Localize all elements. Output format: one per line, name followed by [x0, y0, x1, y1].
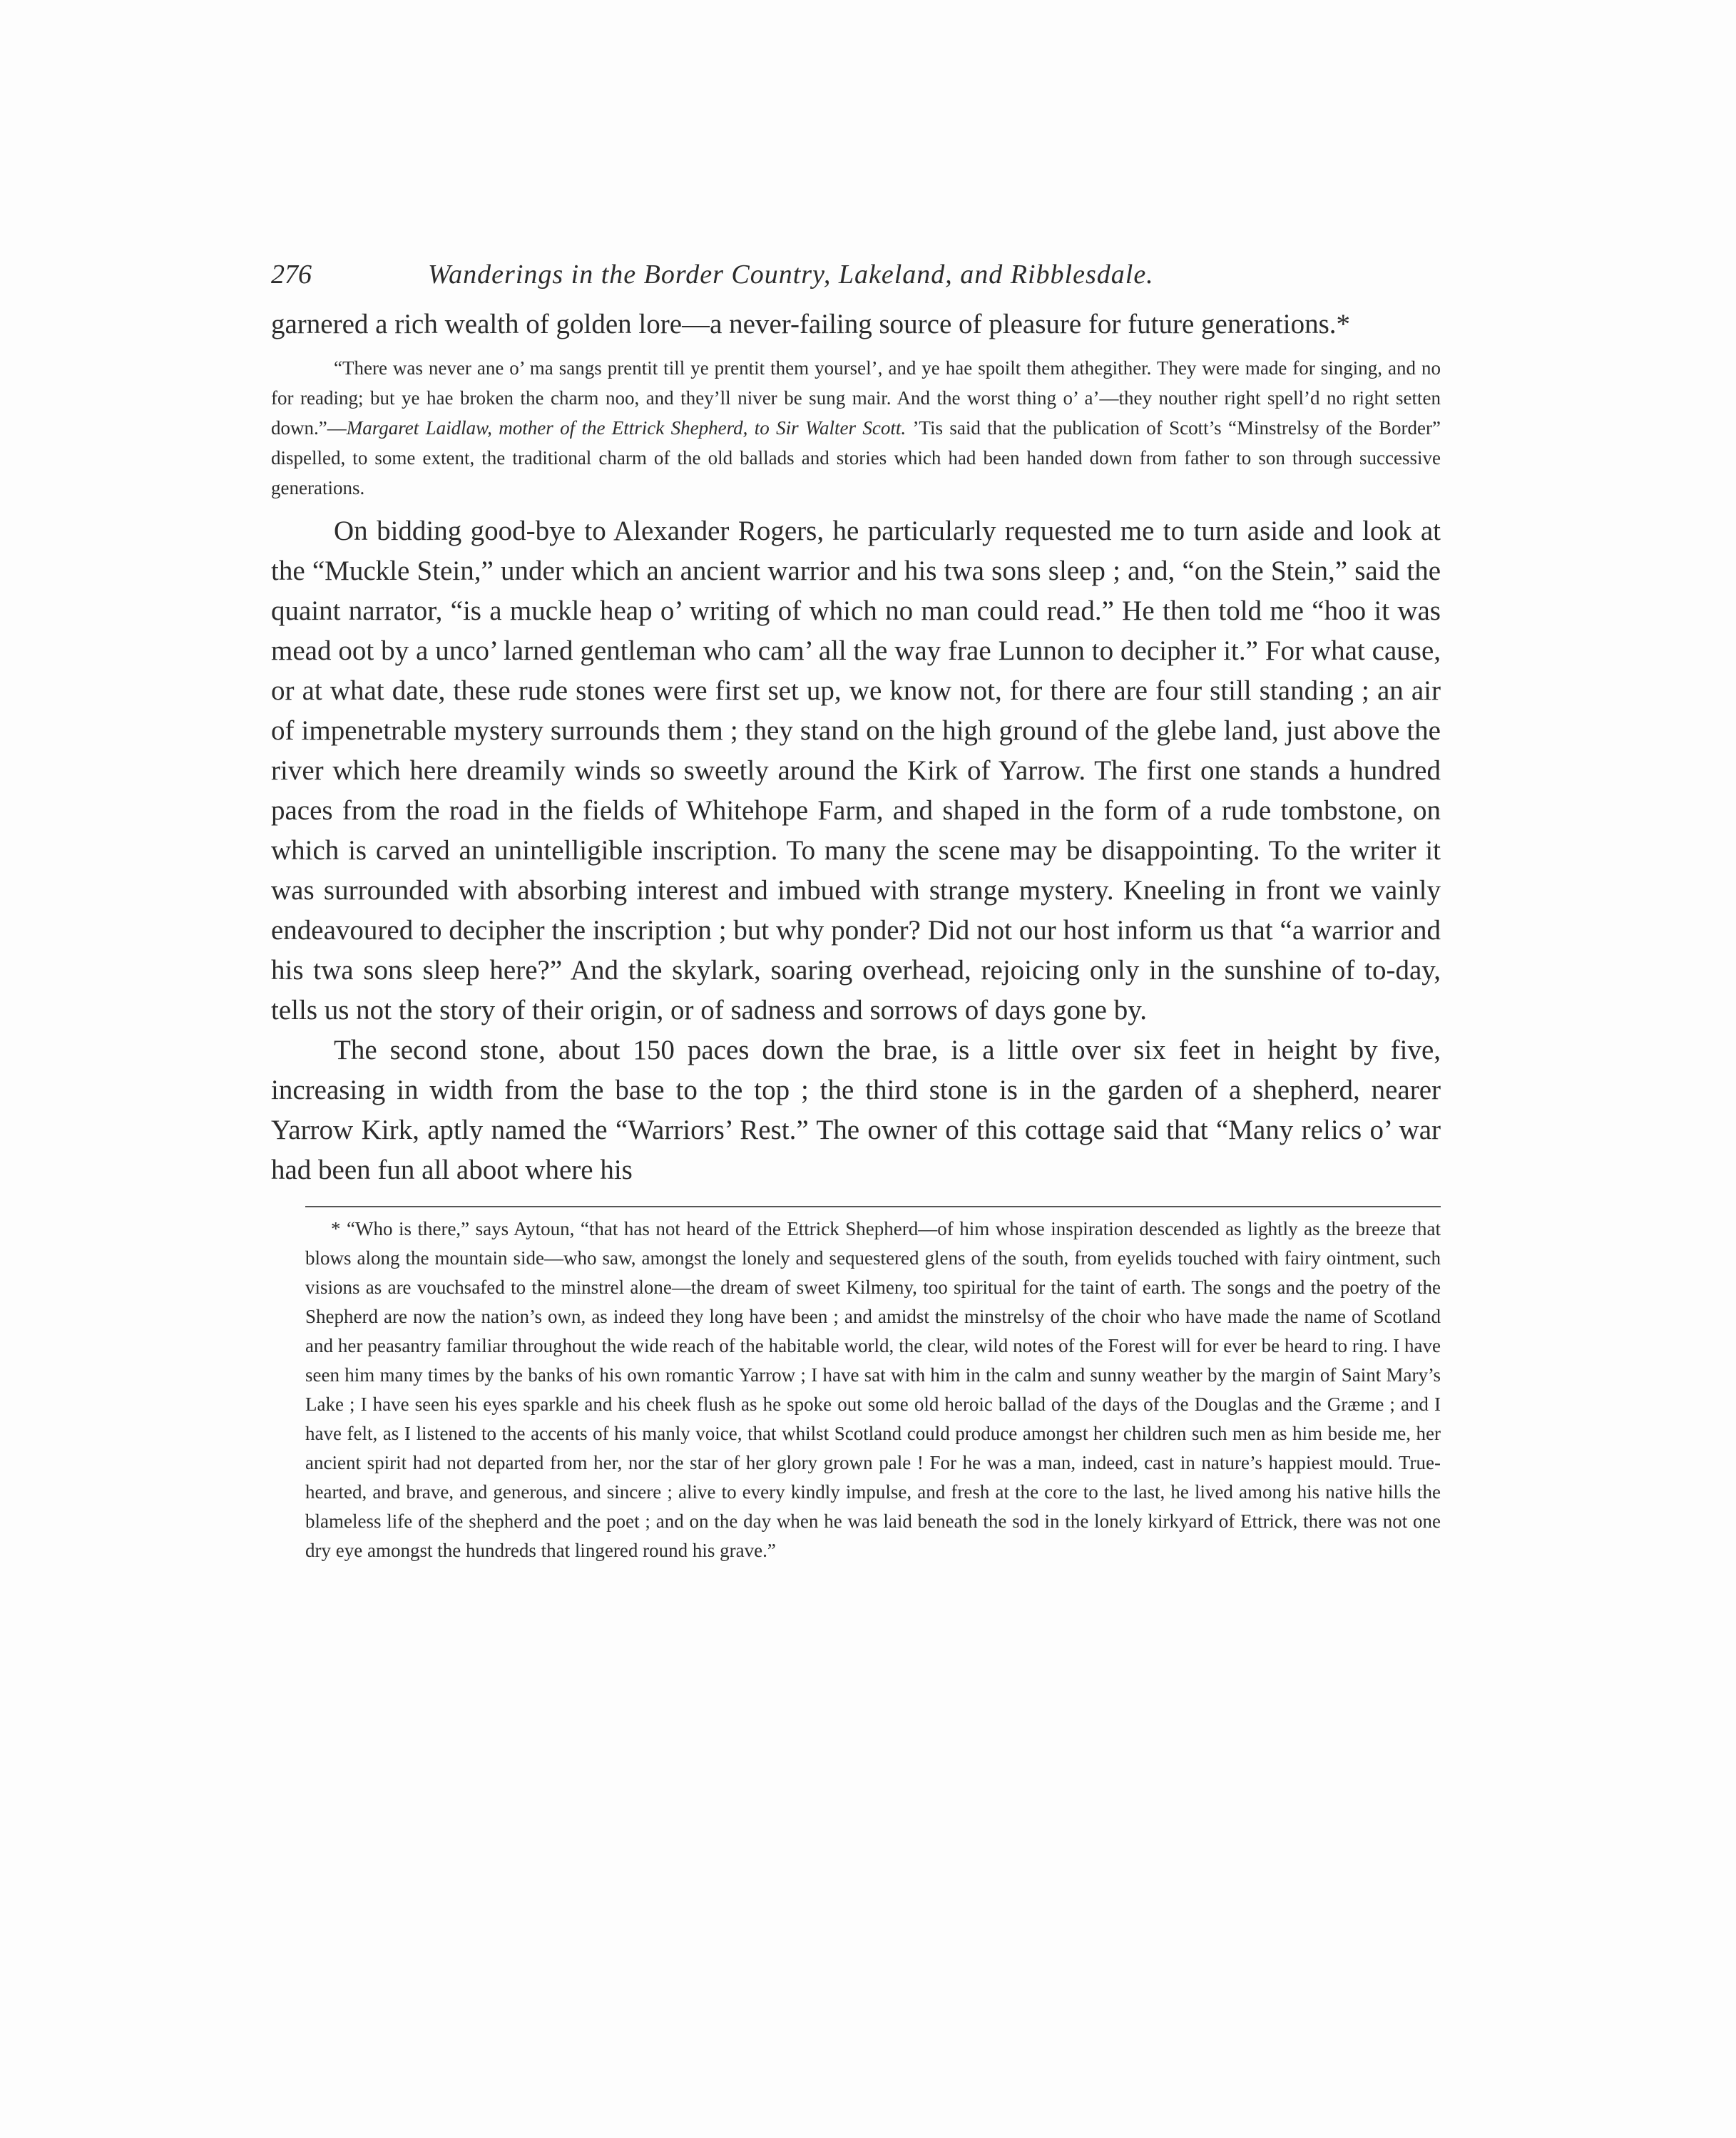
quote-text: “There was never ane o’ ma sangs prentit till ye prentit them yoursel’, and ye hae spoilt them athegither. They were made for singing, and no for reading; but ye hae broken the charm noo, and they’ll niver be sung mair. And the worst thing o’ a’—they nouther right spell’d no right setten down.”— [271, 357, 1441, 439]
footnote-divider [305, 1206, 1441, 1207]
paragraph-muckle-stein: On bidding good-bye to Alexander Rogers, he particularly requested me to turn aside and look at the “Muckle Stein,” under which an ancient warrior and his twa sons sleep ; and, “on the Stein,” said the quaint narrator, “is a muckle heap o’ writing of which no man could read.” He then told me “hoo it was mead oot by a unco’ larned gentleman who cam’ all the way frae Lunnon to decipher it.” For what cause, or at what date, these rude stones were first set up, we know not, for there are four still standing ; an air of impenetrable mystery surrounds them ; they stand on the high ground of the glebe land, just above the river which here dreamily winds so sweetly around the Kirk of Yarrow. The first one stands a hundred paces from the road in the fields of Whitehope Farm, and shaped in the form of a rude tombstone, on which is carved an unintelligible inscription. To many the scene may be disappointing. To the writer it was surrounded with absorbing interest and imbued with strange mystery. Kneeling in front we vainly endeavoured to decipher the inscription ; but why ponder? Did not our host inform us that “a warrior and his twa sons sleep here?” And the skylark, soaring overhead, rejoicing only in the sunshine of to-day, tells us not the story of their origin, or of sadness and sorrows of days gone by. [271, 516, 1441, 1025]
paragraph-continuation: garnered a rich wealth of golden lore—a never-failing source of pleasure for future generations.* [271, 309, 1351, 339]
footnote: * “Who is there,” says Aytoun, “that has not heard of the Ettrick Shepherd—of him whose inspiration descended as lightly as the breeze that blows along the mountain side—who saw, amongst the lonely and sequestered glens of the south, from eyelids touched with fairy ointment, such visions as are vouchsafed to the minstrel alone—the dream of sweet Kilmeny, too spiritual for the taint of earth. The songs and the poetry of the Shepherd are now the nation’s own, as indeed they long have been ; and amidst the minstrelsy of the choir who have made the name of Scotland and her peasantry familiar throughout the wide reach of the habitable world, the clear, wild notes of the Forest will for ever be heard to ring. I have seen him many times by the banks of his own romantic Yarrow ; I have sat with him in the calm and sunny weather by the margin of Saint Mary’s Lake ; I have seen his eyes sparkle and his cheek flush as he spoke out some old heroic ballad of the days of the Douglas and the Græme ; and I have felt, as I listened to the accents of his manly voice, that whilst Scotland could produce amongst her children such men as him beside me, her ancient spirit had not departed from her, nor the star of her glory grown pale ! For he was a man, indeed, cast in nature’s happiest mould. True-hearted, and brave, and generous, and sincere ; alive to every kindly impulse, and fresh at the core to the last, he lived among his native hills the blameless life of the shepherd and the poet ; and on the day when he was laid beneath the sod in the lonely kirkyard of Ettrick, there was not one dry eye amongst the hundreds that lingered round his grave.” [305, 1218, 1441, 1561]
book-page [271, 253, 1441, 1565]
quote-tail: ’Tis said that the publication of Scott’s “Minstrelsy of the Border” dispelled, to some extent, the traditional charm of the old ballads and stories which had been handed down from father to son through successive generations. [271, 417, 1441, 498]
paragraph-second-stone: The second stone, about 150 paces down the brae, is a little over six feet in height by five, increasing in width from the base to the top ; the third stone is in the garden of a shepherd, nearer Yarrow Kirk, aptly named the “Warriors’ Rest.” The owner of this cottage said that “Many relics o’ war had been fun all aboot where his [271, 1035, 1441, 1185]
block-quote [271, 353, 1441, 503]
running-title: Wanderings in the Border Country, Lakeland, and Ribblesdale. [428, 260, 1154, 290]
page-number: 276 [271, 260, 312, 290]
page-header [271, 253, 1441, 296]
quote-attribution: Margaret Laidlaw, mother of the Ettrick Shepherd, to Sir Walter Scott. [346, 417, 907, 439]
